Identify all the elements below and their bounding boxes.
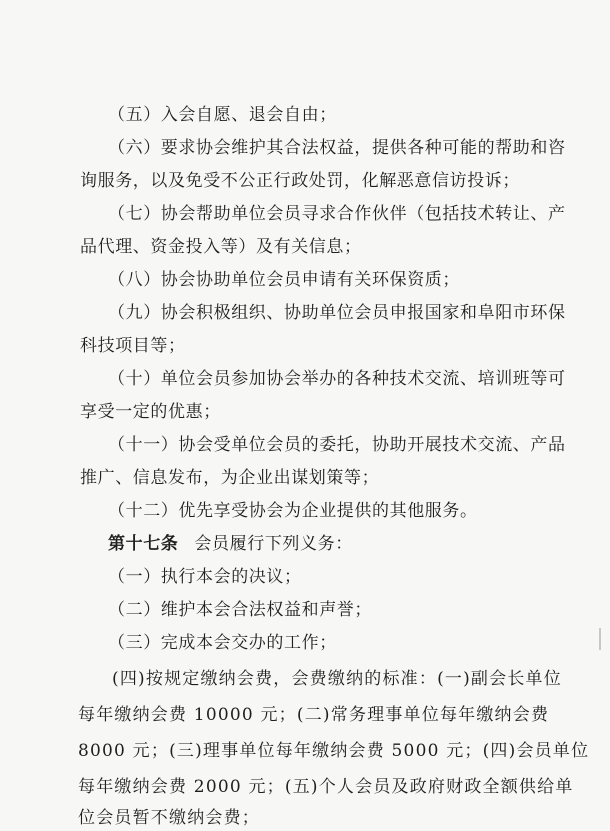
text-line: 推广、信息发布，为企业出谋划策等； (80, 468, 380, 488)
article-heading: 第十七条 (108, 534, 179, 554)
article-intro: 会员履行下列义务： (194, 534, 353, 554)
text-line: （十）单位会员参加协会举办的各种技术交流、培训班等可 (108, 369, 566, 389)
text-line: （七）协会帮助单位会员寻求合作伙伴（包括技术转让、产 (108, 204, 566, 224)
fee-line: 8000 元；(三)理事单位每年缴纳会费 5000 元；(四)会员单位 (78, 741, 590, 761)
scan-edge-mark (599, 628, 601, 650)
text-line: （五）入会自愿、退会自由； (108, 105, 337, 125)
text-line: 享受一定的优惠； (80, 402, 221, 422)
fee-line: 每年缴纳会费 2000 元；(五)个人会员及政府财政全额供给单 (78, 777, 574, 797)
duty-line: （二）维护本会合法权益和声誉； (108, 600, 372, 620)
text-line: 科技项目等； (80, 336, 186, 356)
fee-line: 每年缴纳会费 10000 元；(二)常务理事单位每年缴纳会费 (78, 705, 550, 725)
text-line: （六）要求协会维护其合法权益，提供各种可能的帮助和咨 (108, 138, 566, 158)
fee-line: 位会员暂不缴纳会费； (78, 808, 260, 828)
text-line: （八）协会协助单位会员申请有关环保资质； (108, 270, 460, 290)
text-line: 询服务，以及免受不公正行政处罚，化解恶意信访投诉； (80, 171, 520, 191)
duty-line: （三）完成本会交办的工作； (108, 633, 337, 653)
fee-line: (四)按规定缴纳会费，会费缴纳的标准：(一)副会长单位 (112, 669, 562, 689)
text-line: （十二）优先享受协会为企业提供的其他服务。 (108, 501, 478, 521)
text-line: （十一）协会受单位会员的委托，协助开展技术交流、产品 (108, 435, 566, 455)
text-line: （九）协会积极组织、协助单位会员申报国家和阜阳市环保 (108, 303, 566, 323)
text-line: 品代理、资金投入等）及有关信息； (80, 237, 362, 257)
article-line (108, 532, 353, 556)
duty-line: （一）执行本会的决议； (108, 567, 302, 587)
